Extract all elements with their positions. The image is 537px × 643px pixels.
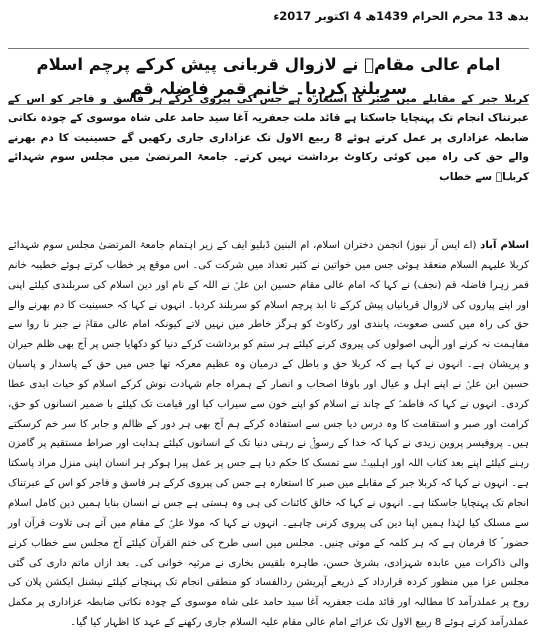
body-text: انجمن دختران اسلام، ام البنین ڈبلیو ایف کے زیر اہتمام جامعۃ المرتضیٰ مجلس سوم شہدائے کربلا علیہم السلام منعقد ہوئی جس میں خواتین نے کثیر تعداد میں شرکت کی۔ اس موقع پر خطاب کرتے ہوئے خطیبہ خانم قمر زہرا فاضلہ قم (نجف) نے کہا کہ امام عالی مقام حسین ابن علیؑ نے اللہ کے نام اور دین اسلام کی سربلندی کیلئے اپنی اور اپنے پیاروں کی لازوال قربانیاں پیش کرکے تا ابد پرچم اسلام کو سربلند کردیا۔ انہوں نے کہا کہ حسینیت کا دم بھرنے والے حق کی راہ میں کسی صعوبت، پابندی اور رکاوٹ کو ہرگز خاطر میں نہیں لاتے کیونکہ امام عالی مقامؑ نے جبر نا روا سے مفاہمت نہ کرنے اور الٰہی اصولوں کی پیروی کرنے کیلئے ہر ستم کو برداشت کرکے دنیا کو دکھایا جس پر آج بھی ظلم حیران و پریشان ہے۔ انہوں نے کہا ہے کہ کربلا حق و باطل کے درمیان وہ عظیم معرکہ تھا جس میں حق کے پاسدار و پاسبان حسین ابن علیؑ نے اپنے اہل و عیال اور باوفا اصحاب و انصار کے ہمراہ جام شہادت نوش کرکے اسلام کو حیات ابدی عطا کردی۔ انہوں نے کہا کہ فاطمہؑ کے چاند نے اسلام کو اپنے خون سے سیراب کیا اور قیامت تک کیلئے با ضمیر انسانوں کو حق، کرامت اور صبر و استقامت کا وہ درس دیا جس سے استفادہ کرکے ہم آج بھی ہر دور کے ظالم و جابر کا سر خم کرسکتے ہیں۔ پروفیسر پروین زیدی نے کہا کہ خدا کے رسولؐ نے رہتی دنیا تک کے انسانوں کیلئے ہدایت اور صراط مستقیم پر گامزن رہنے کیلئے اپنے بعد کتاب اللہ اور اہلبیتؑ سے تمسک کا حکم دیا ہے جس پر عمل پیرا ہوکر ہر انسان اپنی منزل مراد پاسکتا ہے۔ انہوں نے کہا کہ کربلا جبر کے مقابلے میں صبر کا استعارہ ہے جس کی پیروی کرکے ہر فاسق و فاجر کو اس کے عبرتناک انجام تک پہنچایا جاسکتا ہے۔ انہوں نے کہا کہ خالق کائنات کی ہی وہ ہستی ہے جس نے انسان بنایا ہمیں دین کامل اسلام سے مسلک کیا لہٰذا ہمیں اپنا دین کی پیروی کرنی چاہیے۔ انہوں نے کہا کہ مولا علیؑ کے مقام میں آتے ہی تلاوت قرآن اور حضور ؐ کا فرمان ہے کہ ہر کلمہ کے موتی چنیں۔ مجلس میں اسی طرح کی ختم القرآن کیلئے آج مجلس سے خطاب کرنے والی ذاکرات میں عابدہ شہزادی، بشریٰ حسن، طاہرہ بلقیس بخاری نے مرثیہ خوانی کی۔ بعد ازاں ماتم داری کی گئی مجلس عزا میں منظور کردہ قرارداد کے ذریعے آپریشن ردالفساد کو منطقی انجام تک پہنچانے کیلئے نیشنل ایکشن پلان کی روح پر عملدرآمد کا مطالبہ اور قائد ملت جعفریہ آغا سید حامد علی شاہ موسوی کے چودہ نکاتی ضابطہ عزاداری پر مکمل عملدرآمد کرتے ہوئے 8 ربیع الاول تک عزائے امام عالی مقام علیہ السلام جاری رکھنے کے عہد کا اظہار کیا گیا۔ xyxy=(8,240,529,629)
body-agency: (اے ایس آر نیوز) xyxy=(406,240,477,251)
body-dateline: اسلام آباد xyxy=(480,240,529,251)
date-text: بدھ 13 محرم الحرام 1439ھ 4 اکتوبر 2017ء xyxy=(273,9,529,23)
lead-text: کربلا جبر کے مقابلے میں صبر کا استعارہ ہے جس کی پیروی کرکے ہر فاسق و فاجر کو اس کے عبرتناک انجام تک پہنچایا جاسکتا ہے قائد ملت جعفریہ آغا سید حامد علی شاہ موسوی کے چودہ نکاتی ضابطہ عزاداری پر عمل کرتے ہوئے 8 ربیع الاول تک عزاداری جاری رکھیں گے حسینیت کا دم بھرنے والے حق کی راہ میں کوئی رکاوٹ برداشت نہیں کرتے۔ جامعۃ المرتضیٰ میں مجلس سوم شہدائے کربلاؑ سے خطاب xyxy=(8,93,529,183)
lead-paragraph xyxy=(8,90,529,187)
body-paragraph xyxy=(8,236,529,633)
headline-text: امام عالی مقامؑ نے لازوال قربانی پیش کرکے پرچم اسلام سربلند کردیا۔ خانم قمر فاضلہ قم xyxy=(36,55,501,98)
article-body xyxy=(8,236,529,633)
dateline xyxy=(8,5,529,27)
